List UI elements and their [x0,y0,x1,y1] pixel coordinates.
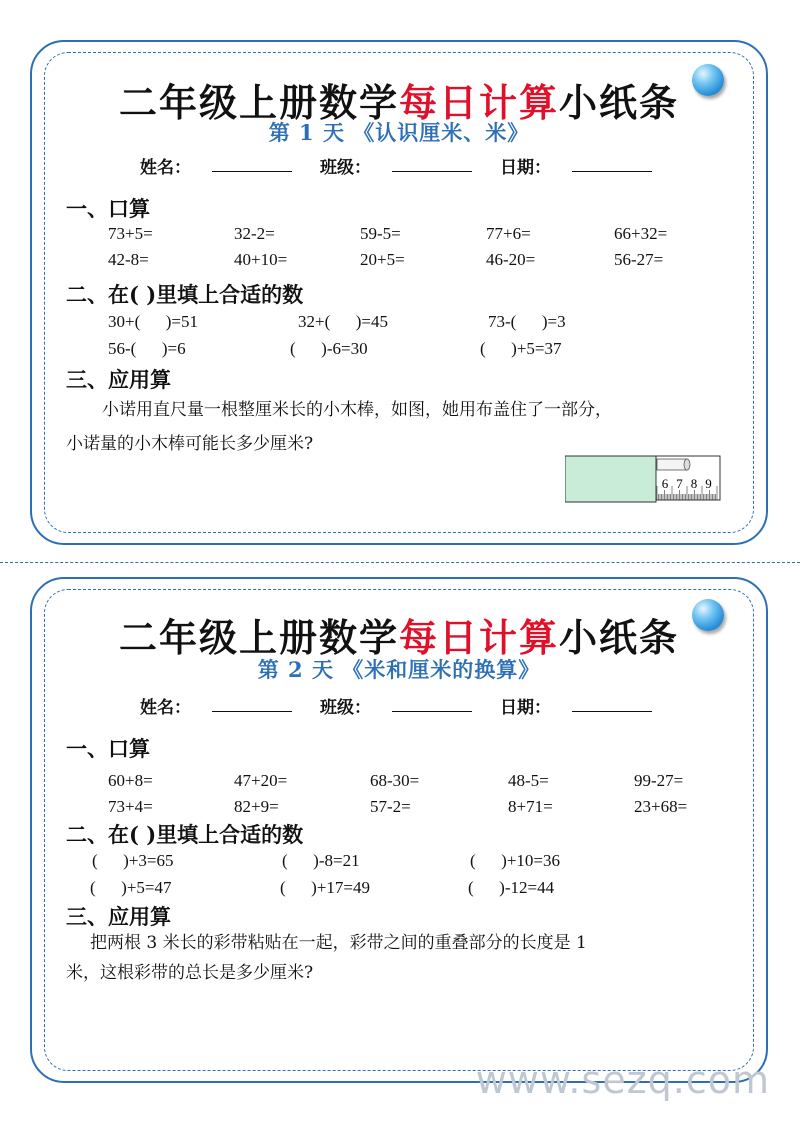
oral-question: 42-8= [108,250,149,269]
worksheet-card-day1 [30,40,768,545]
blue-ball-icon [692,599,724,631]
oral-question: 20+5= [360,250,405,269]
oral-question: 47+20= [234,771,288,790]
oral-question: 32-2= [234,224,275,243]
fill-question: ( )-8=21 [282,851,360,870]
problem-text-line: 小诺量的小木棒可能长多少厘米? [66,434,314,454]
oral-question: 82+9= [234,797,279,816]
oral-question: 59-5= [360,224,401,243]
name-label: 姓名： [140,698,191,718]
oral-question: 48-5= [508,771,549,790]
oral-question: 73+4= [108,797,153,816]
cloth-cover [565,456,656,502]
oral-question: 99-27= [634,771,684,790]
class-label: 班级： [320,158,371,178]
date-field[interactable] [572,153,652,172]
cut-line [0,562,800,563]
fill-question: 73-( )=3 [488,312,566,331]
stick-end [684,459,690,470]
section-oral: 一、口算 [66,736,150,761]
name-field[interactable] [212,693,292,712]
fill-question: ( )+17=49 [280,878,370,897]
day-subtitle: 第 2 天 《米和厘米的换算》 [257,657,541,682]
ruler-number: 7 [676,476,683,491]
date-field[interactable] [572,693,652,712]
fill-question: ( )+5=47 [90,878,172,897]
title-part: 二年级上册数学 [118,615,399,660]
day-subtitle: 第 1 天 《认识厘米、米》 [268,120,530,145]
oral-question: 73+5= [108,224,153,243]
oral-question: 60+8= [108,771,153,790]
ruler-illustration [565,454,725,510]
oral-question: 66+32= [614,224,668,243]
section-fill-blank: 二、在( )里填上合适的数 [66,822,304,847]
stick [657,459,687,470]
oral-question: 8+71= [508,797,553,816]
fill-question: 32+( )=45 [298,312,388,331]
section-application: 三、应用算 [66,367,171,392]
worksheet-card-day2 [30,577,768,1083]
problem-text-line: 米，这根彩带的总长是多少厘米? [66,963,314,983]
fill-question: ( )-6=30 [290,339,368,358]
blue-ball-icon [692,64,724,96]
section-oral: 一、口算 [66,196,150,221]
class-field[interactable] [392,153,472,172]
fill-question: 56-( )=6 [108,339,186,358]
fill-question: ( )+10=36 [470,851,560,870]
section-application: 三、应用算 [66,904,171,929]
class-field[interactable] [392,693,472,712]
oral-question: 40+10= [234,250,288,269]
fill-question: 30+( )=51 [108,312,198,331]
title-highlight: 每日计算 [398,80,559,125]
problem-text-line: 把两根 3 米长的彩带粘贴在一起，彩带之间的重叠部分的长度是 1 [90,933,587,953]
section-fill-blank: 二、在( )里填上合适的数 [66,282,304,307]
class-label: 班级： [320,698,371,718]
fill-question: ( )+3=65 [92,851,174,870]
ruler-number: 9 [705,476,712,491]
name-field[interactable] [212,153,292,172]
fill-question: ( )+5=37 [480,339,562,358]
title-part: 二年级上册数学 [118,80,399,125]
title-part: 小纸条 [559,80,680,125]
oral-question: 56-27= [614,250,664,269]
name-label: 姓名： [140,158,191,178]
problem-text-line: 小诺用直尺量一根整厘米长的小木棒，如图，她用布盖住了一部分， [102,400,612,420]
fill-question: ( )-12=44 [468,878,555,897]
ruler-number: 6 [661,476,669,491]
title-part: 小纸条 [559,615,680,660]
oral-question: 68-30= [370,771,420,790]
site-watermark: www.sezq.com [475,1058,770,1102]
title-highlight: 每日计算 [398,615,559,660]
date-label: 日期： [500,158,551,178]
oral-question: 77+6= [486,224,531,243]
oral-question: 46-20= [486,250,536,269]
date-label: 日期： [500,698,551,718]
oral-question: 57-2= [370,797,411,816]
oral-question: 23+68= [634,797,688,816]
ruler-number: 8 [690,476,698,491]
